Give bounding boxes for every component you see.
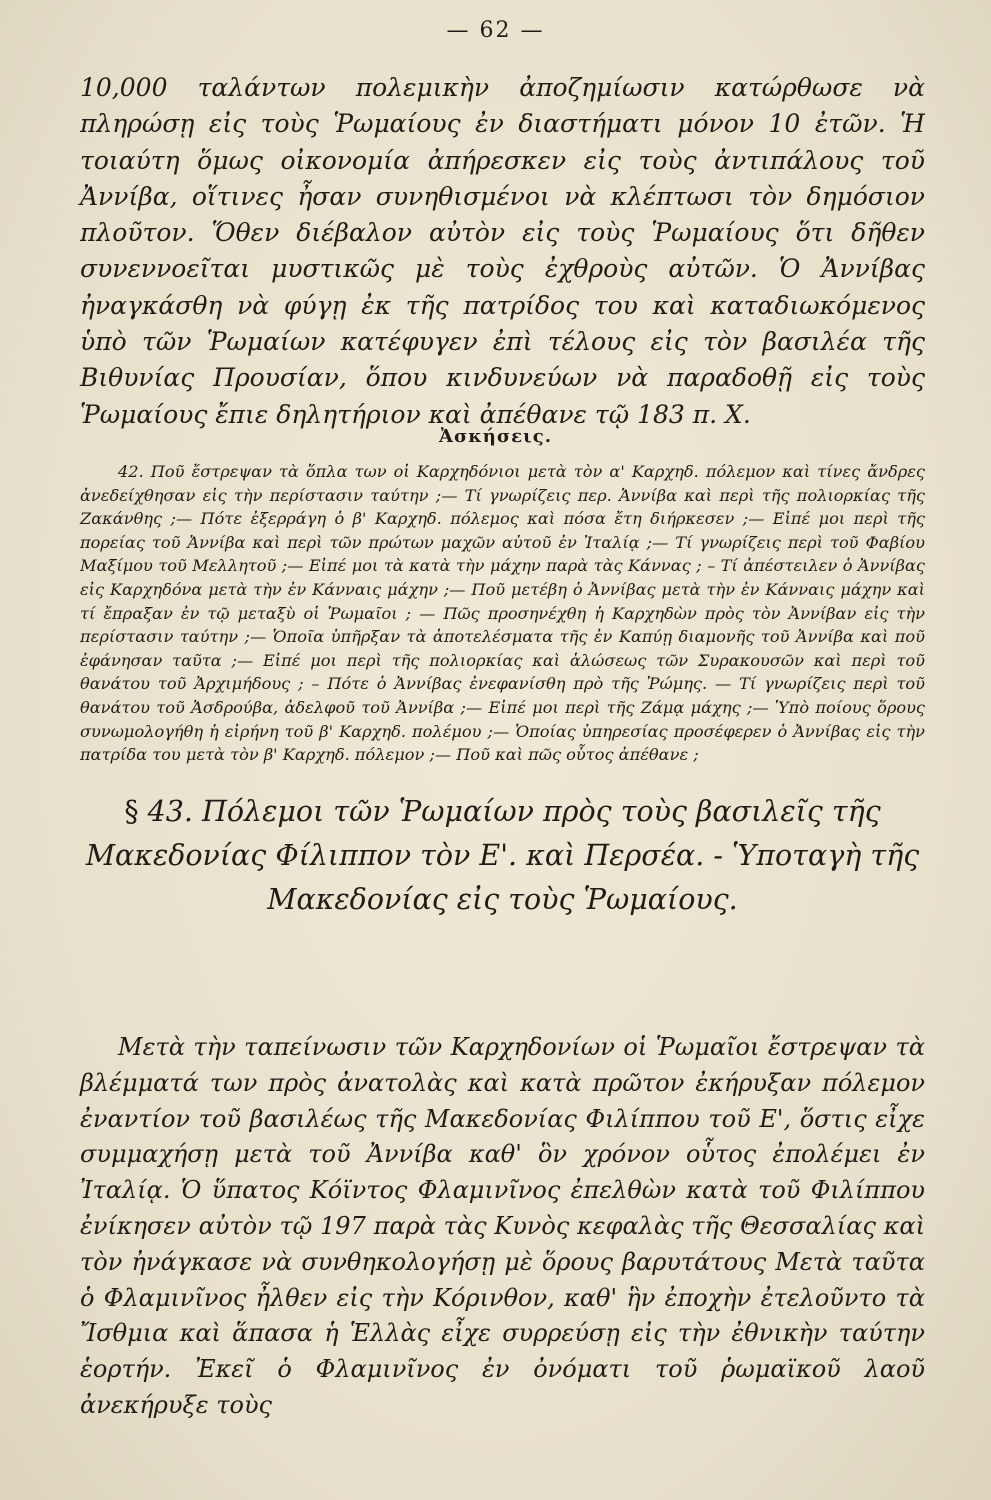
section-heading	[75, 790, 930, 922]
section-sign: §	[124, 795, 139, 828]
paragraph-hannibal-end: 10,000 ταλάντων πολεμικὴν ἀποζημίωσιν κατώρθωσε νὰ πληρώσῃ εἰς τοὺς Ῥωμαίους ἐν διαστήματι μόνον 10 ἐτῶν. Ἡ τοιαύτη ὅμως οἰκονομία ἀπήρεσκεν εἰς τοὺς ἀντιπάλους τοῦ Ἀννίβα, οἵτινες ἦσαν συνηθισμένοι νὰ κλέπτωσι τὸν δημόσιον πλοῦτον. Ὅθεν διέβαλον αὐτὸν εἰς τοὺς Ῥωμαίους ὅτι δῆθεν συνεννοεῖται μυστικῶς μὲ τοὺς ἐχθροὺς αὐτῶν. Ὁ Ἀννίβας ἠναγκάσθη νὰ φύγῃ ἐκ τῆς πατρίδος του καὶ καταδιωκόμενος ὑπὸ τῶν Ῥωμαίων κατέφυγεν ἐπὶ τέλους εἰς τὸν βασιλέα τῆς Βιθυνίας Προυσίαν, ὅπου κινδυνεύων νὰ παραδοθῇ εἰς τοὺς Ῥωμαίους ἔπιε δηλητήριον καὶ ἀπέθανε τῷ 183 π. Χ.	[80, 73, 925, 429]
page-number: — 62 —	[446, 18, 545, 43]
paragraph-macedonian-wars: Μετὰ τὴν ταπείνωσιν τῶν Καρχηδονίων οἱ Ῥωμαῖοι ἔστρεψαν τὰ βλέμματά των πρὸς ἀνατολὰς καὶ κατὰ πρῶτον ἐκήρυξαν πόλεμον ἐναντίον τοῦ βασιλέως τῆς Μακεδονίας Φιλίππου τοῦ Ε', ὅστις εἶχε συμμαχήσῃ μετὰ τοῦ Ἀννίβα καθ' ὃν χρόνον οὗτος ἐπολέμει ἐν Ἰταλίᾳ. Ὁ ὕπατος Κόϊντος Φλαμινῖνος ἐπελθὼν κατὰ τοῦ Φιλίππου ἐνίκησεν αὐτὸν τῷ 197 παρὰ τὰς Κυνὸς κεφαλὰς τῆς Θεσσαλίας καὶ τὸν ἠνάγκασε νὰ συνθηκολογήσῃ μὲ ὅρους βαρυτάτους Μετὰ ταῦτα ὁ Φλαμινῖνος ἦλθεν εἰς τὴν Κόρινθον, καθ' ἣν ἐποχὴν ἐτελοῦντο τὰ Ἴσθμια καὶ ἅπασα ἡ Ἑλλὰς εἶχε συρρεύσῃ εἰς τὴν ἐθνικὴν ταύτην ἑορτήν. Ἐκεῖ ὁ Φλαμινῖνος ἐν ὀνόματι τοῦ ῥωμαϊκοῦ λαοῦ ἀνεκήρυξε τοὺς	[80, 1033, 925, 1419]
exercises-title: Ἀσκήσεις.	[439, 426, 552, 447]
section-title: 43. Πόλεμοι τῶν Ῥωμαίων πρὸς τοὺς βασιλεῖς τῆς Μακεδονίας Φίλιππον τὸν Ε'. καὶ Περσέα. - Ὑποταγὴ τῆς Μακεδονίας εἰς τοὺς Ῥωμαίους.	[85, 795, 920, 916]
exercises-text: 42. Ποῦ ἔστρεψαν τὰ ὅπλα των οἱ Καρχηδόνιοι μετὰ τὸν α' Καρχηδ. πόλεμον καὶ τίνες ἄνδρες ἀνεδείχθησαν εἰς τὴν περίστασιν ταύτην ;— Τί γνωρίζεις περ. Ἀννίβα καὶ περὶ τῆς πολιορκίας τῆς Ζακάνθης ;— Πότε ἐξερράγη ὁ β' Καρχηδ. πόλεμος καὶ πόσα ἔτη διήρκεσεν ;— Εἰπέ μοι περὶ τῆς πορείας τοῦ Ἀννίβα καὶ περὶ τῶν πρώτων μαχῶν αὐτοῦ ἐν Ἰταλίᾳ ;— Τί γνωρίζεις περὶ τοῦ Φαβίου Μαξίμου τοῦ Μελλητοῦ ;— Εἰπέ μοι τὰ κατὰ τὴν μάχην παρὰ τὰς Κάννας ; – Τί ἀπέστειλεν ὁ Ἀννίβας εἰς Καρχηδόνα μετὰ τὴν ἐν Κάνναις μάχην ;— Ποῦ μετέβη ὁ Ἀννίβας μετὰ τὴν ἐν Κάνναις μάχην καὶ τί ἔπραξαν ἐν τῷ μεταξὺ οἱ Ῥωμαῖοι ; — Πῶς προσηνέχθη ἡ Καρχηδὼν πρὸς τὸν Ἀννίβαν εἰς τὴν περίστασιν ταύτην ;— Ὁποῖα ὑπῆρξαν τὰ ἀποτελέσματα τῆς ἐν Καπύῃ διαμονῆς τοῦ Ἀννίβα καὶ ποῦ ἐφάνησαν ταῦτα ;— Εἰπέ μοι περὶ τῆς πολιορκίας καὶ ἁλώσεως τῶν Συρακουσῶν καὶ περὶ τοῦ θανάτου τοῦ Ἀρχιμήδους ; – Πότε ὁ Ἀννίβας ἐνεφανίσθη πρὸ τῆς Ῥώμης. — Τί γνωρίζεις περὶ τοῦ θανάτου τοῦ Ἀσδρούβα, ἀδελφοῦ τοῦ Ἀννίβα ;— Εἰπέ μοι περὶ τῆς Ζάμᾳ μάχης ;— Ὑπὸ ποίους ὅρους συνωμολογήθη ἡ εἰρήνη τοῦ β' Καρχηδ. πολέμου ;— Ὁποίας ὑπηρεσίας προσέφερεν ὁ Ἀννίβας εἰς τὴν πατρίδα του μετὰ τὸν β' Καρχηδ. πόλεμον ;— Ποῦ καὶ πῶς οὗτος ἀπέθανε ;	[80, 462, 925, 765]
